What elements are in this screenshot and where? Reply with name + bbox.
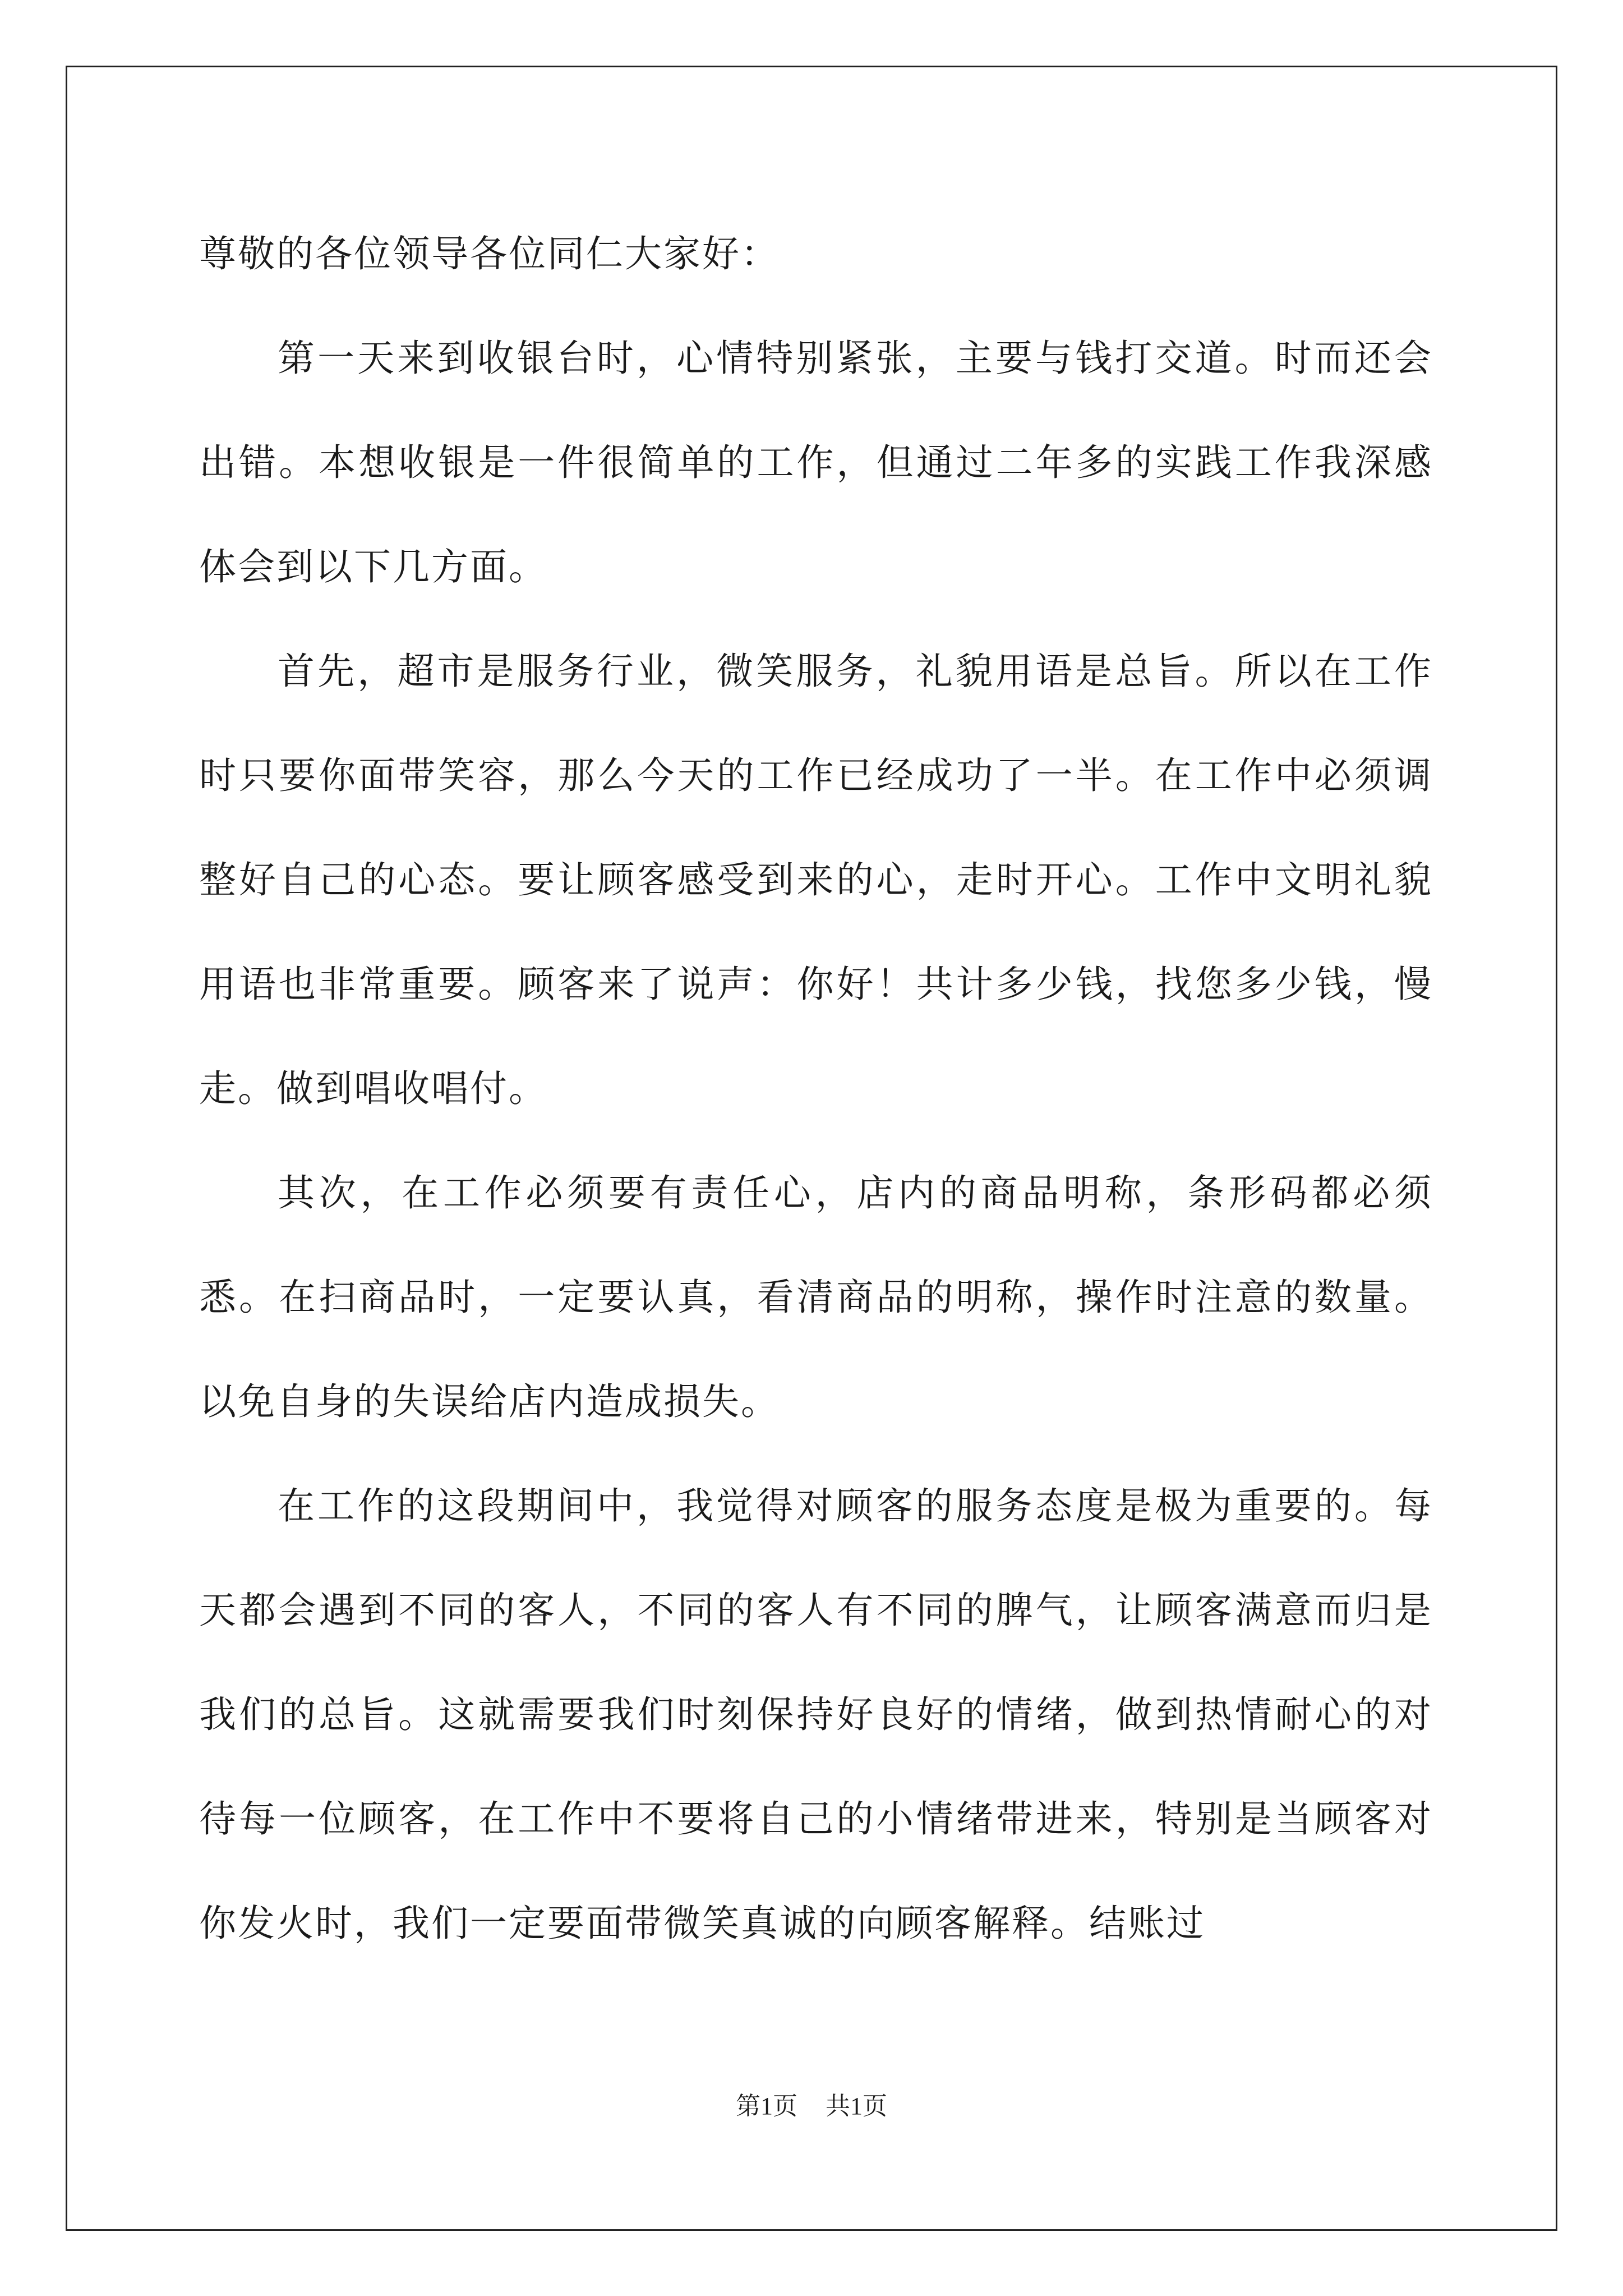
paragraph: 第一天来到收银台时，心情特别紧张，主要与钱打交道。时而还会出错。本想收银是一件很简单的工作，但通过二年多的实践工作我深感体会到以下几方面。 bbox=[199, 337, 1433, 588]
page-footer bbox=[0, 2090, 1623, 2123]
paragraph: 首先，超市是服务行业，微笑服务，礼貌用语是总旨。所以在工作时只要你面带笑容，那么今天的工作已经成功了一半。在工作中必须调整好自己的心态。要让顾客感受到来的心，走时开心。工作中文明礼貌用语也非常重要。顾客来了说声：你好！共计多少钱，找您多少钱，慢走。做到唱收唱付。 bbox=[199, 650, 1433, 1110]
page-number-current: 第1页 bbox=[736, 2092, 797, 2120]
document-body bbox=[199, 202, 1433, 1976]
salutation: 尊敬的各位领导各位同仁大家好： bbox=[199, 232, 780, 275]
paragraph: 其次，在工作必须要有责任心，店内的商品明称，条形码都必须悉。在扫商品时，一定要认真，看清商品的明称，操作时注意的数量。以免自身的失误给店内造成损失。 bbox=[199, 1171, 1433, 1423]
page-number-total: 共1页 bbox=[826, 2092, 887, 2120]
paragraph: 在工作的这段期间中，我觉得对顾客的服务态度是极为重要的。每天都会遇到不同的客人，不同的客人有不同的脾气，让顾客满意而归是我们的总旨。这就需要我们时刻保持好良好的情绪，做到热情耐心的对待每一位顾客，在工作中不要将自己的小情绪带进来，特别是当顾客对你发火时，我们一定要面带微笑真诚的向顾客解释。结账过 bbox=[199, 1484, 1433, 1945]
